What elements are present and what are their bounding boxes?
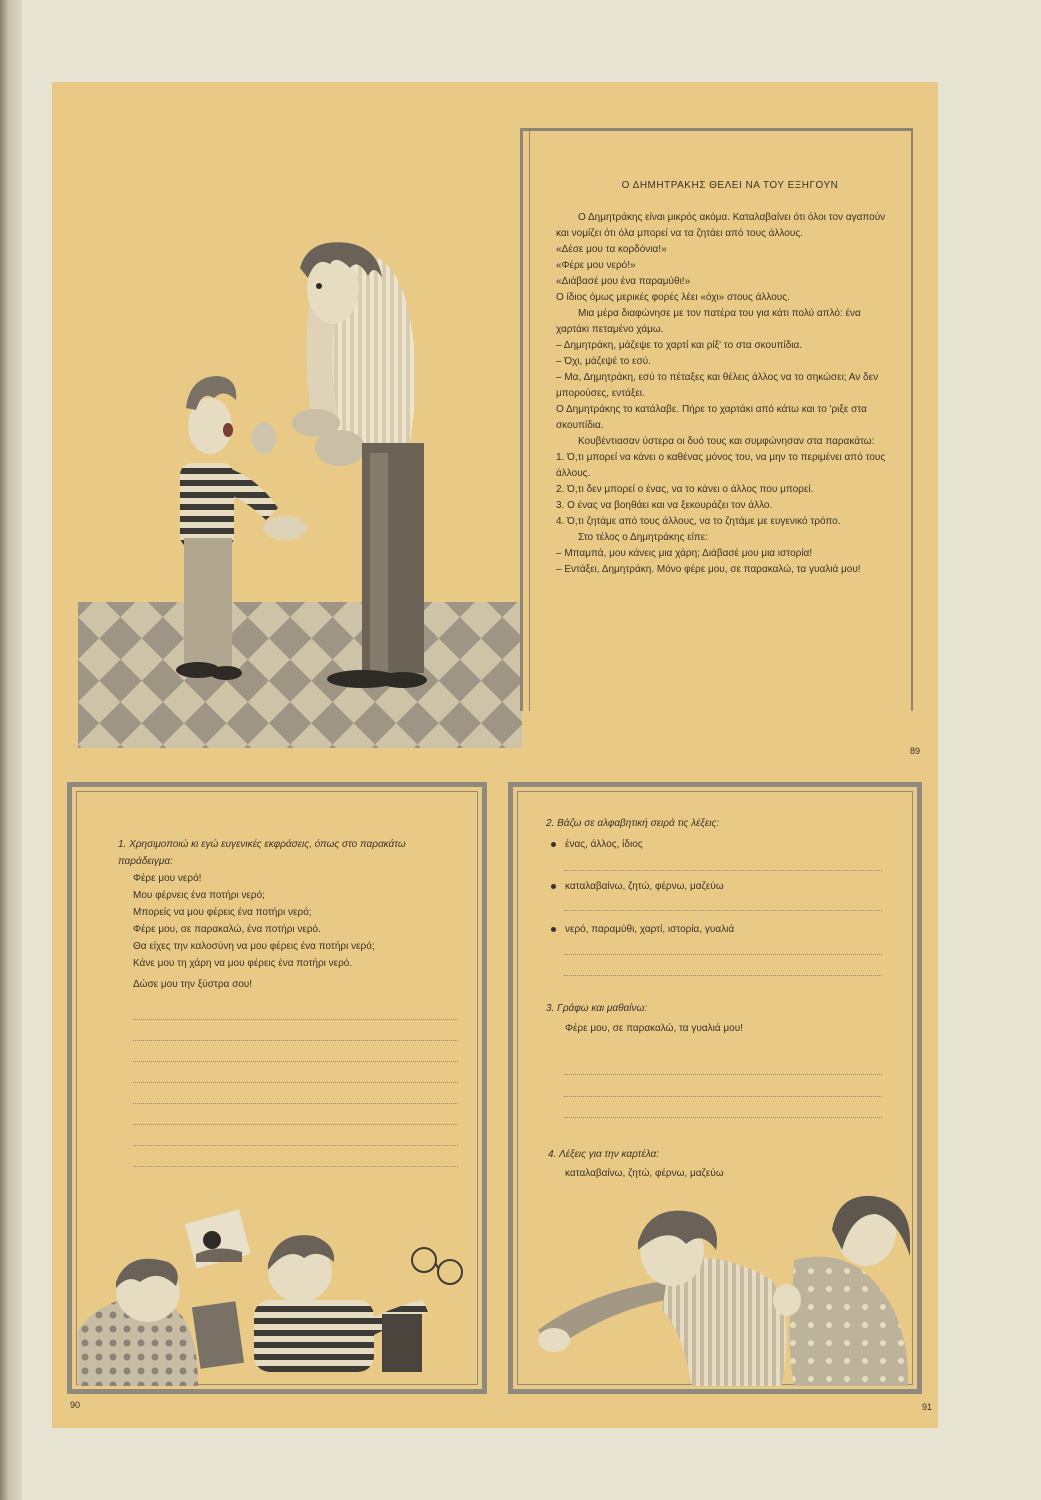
story-paragraph: 4. Ό,τι ζητάμε από τους άλλους, να το ζητάμε με ευγενικό τρόπο. bbox=[556, 516, 841, 527]
story-paragraph: – Εντάξει, Δημητράκη. Μόνο φέρε μου, σε παρακαλώ, τα γυαλιά μου! bbox=[556, 564, 861, 575]
writing-line bbox=[564, 975, 882, 976]
story-title: Ο ΔΗΜΗΤΡΑΚΗΣ ΘΕΛΕΙ ΝΑ ΤΟΥ ΕΞΗΓΟΥΝ bbox=[621, 180, 839, 191]
exercise-1-heading: 1. Χρησιμοποιώ κι εγώ ευγενικές εκφράσεις, όπως στο παρακάτω παράδειγμα: bbox=[118, 839, 406, 867]
example-line: Φέρε μου, σε παρακαλώ, ένα ποτήρι νερό. bbox=[133, 924, 321, 935]
writing-line bbox=[564, 1096, 882, 1097]
exercise-2-heading: 2. Βάζω σε αλφαβητική σειρά τις λέξεις: bbox=[546, 818, 720, 829]
writing-line bbox=[564, 910, 882, 911]
story-paragraph: Ο Δημητράκης το κατάλαβε. Πήρε το χαρτάκι από κάτω και το 'ριξε στα σκουπίδια. bbox=[556, 404, 867, 431]
bullet-icon bbox=[551, 842, 556, 847]
exercise-1 bbox=[118, 836, 458, 1167]
story-paragraph: – Μα, Δημητράκη, εσύ το πέταξες και θέλεις άλλος να το σηκώσει; Αν δεν μπορούσες, εντάξει. bbox=[556, 372, 879, 399]
bullet-icon bbox=[551, 927, 556, 932]
story-paragraph: Κουβέντιασαν ύστερα οι δυό τους και συμφώνησαν στα παρακάτω: bbox=[578, 436, 875, 447]
word-group: ένας, άλλος, ίδιος bbox=[551, 839, 643, 850]
story-paragraph: «Φέρε μου νερό!» bbox=[556, 260, 636, 271]
example-line: Μου φέρνεις ένα ποτήρι νερό; bbox=[133, 890, 265, 901]
story-paragraph: – Μπαμπά, μου κάνεις μια χάρη; Διάβασέ μου μια ιστορία! bbox=[556, 548, 813, 559]
story-paragraph: – Όχι, μάζεψέ το εσύ. bbox=[556, 356, 651, 367]
bullet-icon bbox=[551, 884, 556, 889]
writing-line bbox=[564, 1117, 882, 1118]
exercise-4-heading: 4. Λέξεις για την καρτέλα: bbox=[548, 1149, 659, 1160]
story-paragraph: – Δημητράκη, μάζεψε το χαρτί και ρίξ' το στα σκουπίδια. bbox=[556, 340, 803, 351]
example-line: Θα είχες την καλοσύνη να μου φέρεις ένα ποτήρι νερό; bbox=[133, 941, 375, 952]
example-line: Φέρε μου νερό! bbox=[133, 873, 202, 884]
exercise-3-sentence: Φέρε μου, σε παρακαλώ, τα γυαλιά μου! bbox=[565, 1023, 743, 1034]
book-binding bbox=[0, 0, 22, 1500]
word-group: νερό, παραμύθι, χαρτί, ιστορία, γυαλιά bbox=[551, 924, 734, 935]
page-number-89: 89 bbox=[910, 746, 921, 756]
story-paragraph: «Δέσε μου τα κορδόνια!» bbox=[556, 244, 667, 255]
children-with-books-illustration bbox=[78, 1210, 478, 1386]
word-group: καταλαβαίνω, ζητώ, φέρνω, μαζεύω bbox=[551, 881, 724, 892]
story-paragraph: Μια μέρα διαφώνησε με τον πατέρα του για κάτι πολύ απλό: ένα χαρτάκι πεταμένο χάμω. bbox=[556, 308, 861, 335]
story-paragraph: 1. Ό,τι μπορεί να κάνει ο καθένας μόνος του, να μην το περιμένει από τους άλλους. bbox=[556, 452, 886, 479]
writing-lines bbox=[133, 999, 458, 1167]
story-paragraph: 2. Ό,τι δεν μπορεί ο ένας, να το κάνει ο άλλος που μπορεί. bbox=[556, 484, 814, 495]
story-paragraph: «Διάβασέ μου ένα παραμύθι!» bbox=[556, 276, 691, 287]
writing-line bbox=[564, 954, 882, 955]
story-paragraph: Ο ίδιος όμως μερικές φορές λέει «όχι» στους άλλους. bbox=[556, 292, 790, 303]
story-text bbox=[556, 210, 894, 578]
writing-line bbox=[564, 1074, 882, 1075]
father-and-child-illustration bbox=[78, 108, 522, 748]
story-paragraph: 3. Ο ένας να βοηθάει και να ξεκουράζει τον άλλο. bbox=[556, 500, 773, 511]
boy-and-girl-illustration bbox=[532, 1190, 916, 1386]
example-line: Κάνε μου τη χάρη να μου φέρεις ένα ποτήρι νερό. bbox=[133, 958, 353, 969]
exercise-1-prompt: Δώσε μου την ξύστρα σου! bbox=[133, 979, 253, 990]
example-line: Μπορείς να μου φέρεις ένα ποτήρι νερό; bbox=[133, 907, 312, 918]
story-paragraph: Στο τέλος ο Δημητράκης είπε: bbox=[578, 532, 709, 543]
page-number-90: 90 bbox=[70, 1400, 81, 1410]
exercise-4-words: καταλαβαίνω, ζητώ, φέρνω, μαζεύω bbox=[565, 1168, 724, 1179]
writing-line bbox=[564, 870, 882, 871]
exercise-3-heading: 3. Γράφω και μαθαίνω: bbox=[546, 1003, 648, 1014]
story-paragraph: Ο Δημητράκης είναι μικρός ακόμα. Καταλαβαίνει ότι όλοι τον αγαπούν και νομίζει ότι όλα μπορεί να τα ζητάει από τους άλλους. bbox=[556, 212, 886, 239]
page-number-91: 91 bbox=[922, 1402, 933, 1412]
